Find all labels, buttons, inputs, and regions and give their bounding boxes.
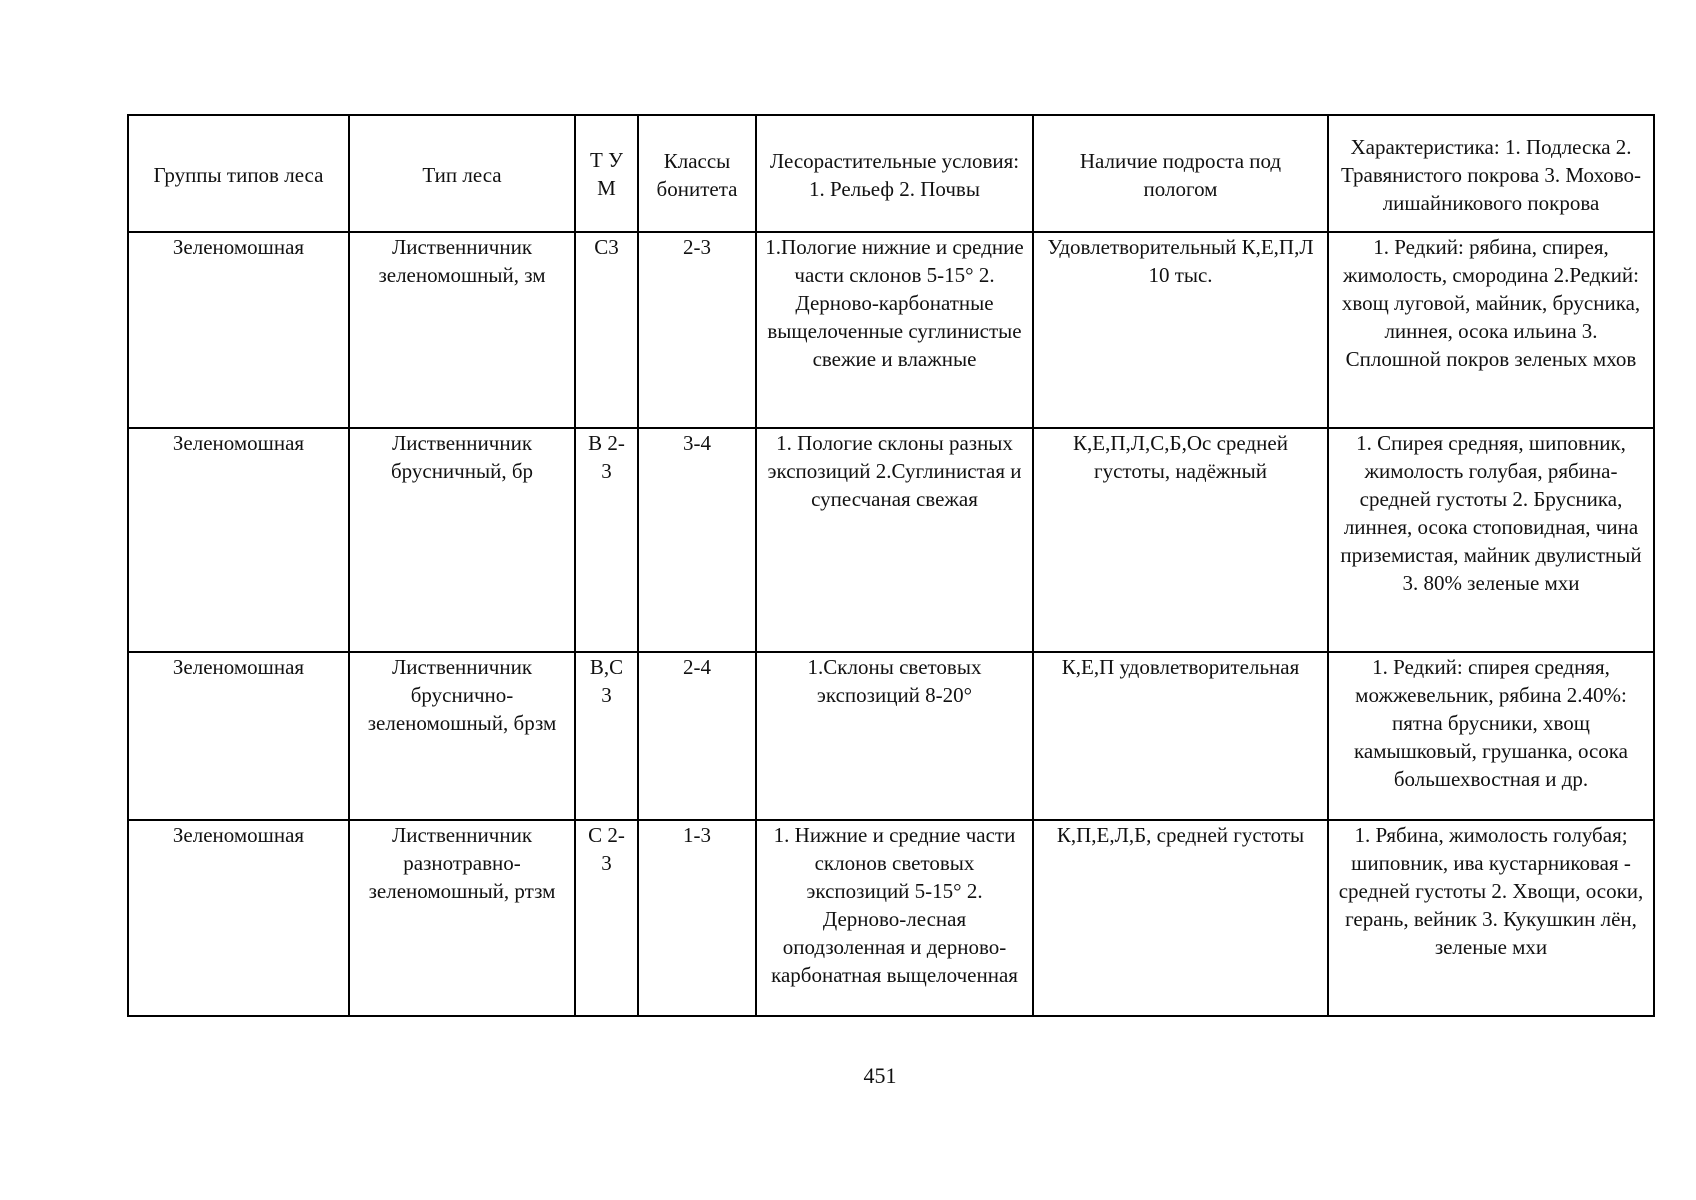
cell-undergrowth: Удовлетворительный К,Е,П,Л 10 тыс. xyxy=(1033,232,1328,428)
header-cell-growing-conditions: Лесорастительные условия: 1. Рельеф 2. Почвы xyxy=(756,115,1033,232)
cell-undergrowth: К,Е,П удовлетворительная xyxy=(1033,652,1328,820)
cell-forest-group: Зеленомошная xyxy=(128,820,349,1016)
cell-site-class: 2-4 xyxy=(638,652,756,820)
table-row xyxy=(128,232,1654,428)
cell-tum: С3 xyxy=(575,232,638,428)
cell-growing-conditions: 1.Склоны световых экспозиций 8-20° xyxy=(756,652,1033,820)
table-row xyxy=(128,652,1654,820)
page-number: 451 xyxy=(863,1063,897,1088)
header-cell-forest-group: Группы типов леса xyxy=(128,115,349,232)
forest-types-table xyxy=(127,114,1655,1017)
header-cell-undergrowth: Наличие подроста под пологом xyxy=(1033,115,1328,232)
cell-tum: С 2-3 xyxy=(575,820,638,1016)
header-cell-characteristics: Характеристика: 1. Подлеска 2. Травянистого покрова 3. Мохово-лишайникового покрова xyxy=(1328,115,1654,232)
cell-site-class: 2-3 xyxy=(638,232,756,428)
cell-growing-conditions: 1. Нижние и средние части склонов световых экспозиций 5-15° 2. Дерново-лесная оподзоленная и дерново-карбонатная выщелоченная xyxy=(756,820,1033,1016)
cell-characteristics: 1. Редкий: рябина, спирея, жимолость, смородина 2.Редкий: хвощ луговой, майник, брусника, линнея, осока ильина 3. Сплошной покров зеленых мхов xyxy=(1328,232,1654,428)
cell-forest-type: Лиственничник брусничный, бр xyxy=(349,428,575,652)
header-cell-site-class: Классы бонитета xyxy=(638,115,756,232)
cell-characteristics: 1. Спирея средняя, шиповник, жимолость голубая, рябина-средней густоты 2. Брусника, линнея, осока стоповидная, чина приземистая, майник двулистный 3. 80% зеленые мхи xyxy=(1328,428,1654,652)
cell-growing-conditions: 1. Пологие склоны разных экспозиций 2.Суглинистая и супесчаная свежая xyxy=(756,428,1033,652)
cell-forest-group: Зеленомошная xyxy=(128,428,349,652)
cell-growing-conditions: 1.Пологие нижние и средние части склонов 5-15° 2. Дерново-карбонатные выщелоченные суглинистые свежие и влажные xyxy=(756,232,1033,428)
cell-characteristics: 1. Редкий: спирея средняя, можжевельник, рябина 2.40%: пятна брусники, хвощ камышковый, грушанка, осока большехвостная и др. xyxy=(1328,652,1654,820)
cell-site-class: 1-3 xyxy=(638,820,756,1016)
cell-forest-group: Зеленомошная xyxy=(128,232,349,428)
cell-undergrowth: К,П,Е,Л,Б, средней густоты xyxy=(1033,820,1328,1016)
cell-tum: В 2-3 xyxy=(575,428,638,652)
cell-tum: В,С 3 xyxy=(575,652,638,820)
cell-forest-type: Лиственничник бруснично-зеленомошный, брзм xyxy=(349,652,575,820)
header-cell-forest-type: Тип леса xyxy=(349,115,575,232)
table-row xyxy=(128,428,1654,652)
table-row xyxy=(128,820,1654,1016)
table-header-row xyxy=(128,115,1654,232)
header-cell-tum: Т У М xyxy=(575,115,638,232)
cell-undergrowth: К,Е,П,Л,С,Б,Ос средней густоты, надёжный xyxy=(1033,428,1328,652)
cell-forest-group: Зеленомошная xyxy=(128,652,349,820)
cell-characteristics: 1. Рябина, жимолость голубая; шиповник, ива кустарниковая - средней густоты 2. Хвощи, осоки, герань, вейник 3. Кукушкин лён, зеленые мхи xyxy=(1328,820,1654,1016)
cell-site-class: 3-4 xyxy=(638,428,756,652)
cell-forest-type: Лиственничник зеленомошный, зм xyxy=(349,232,575,428)
cell-forest-type: Лиственничник разнотравно-зеленомошный, ртзм xyxy=(349,820,575,1016)
